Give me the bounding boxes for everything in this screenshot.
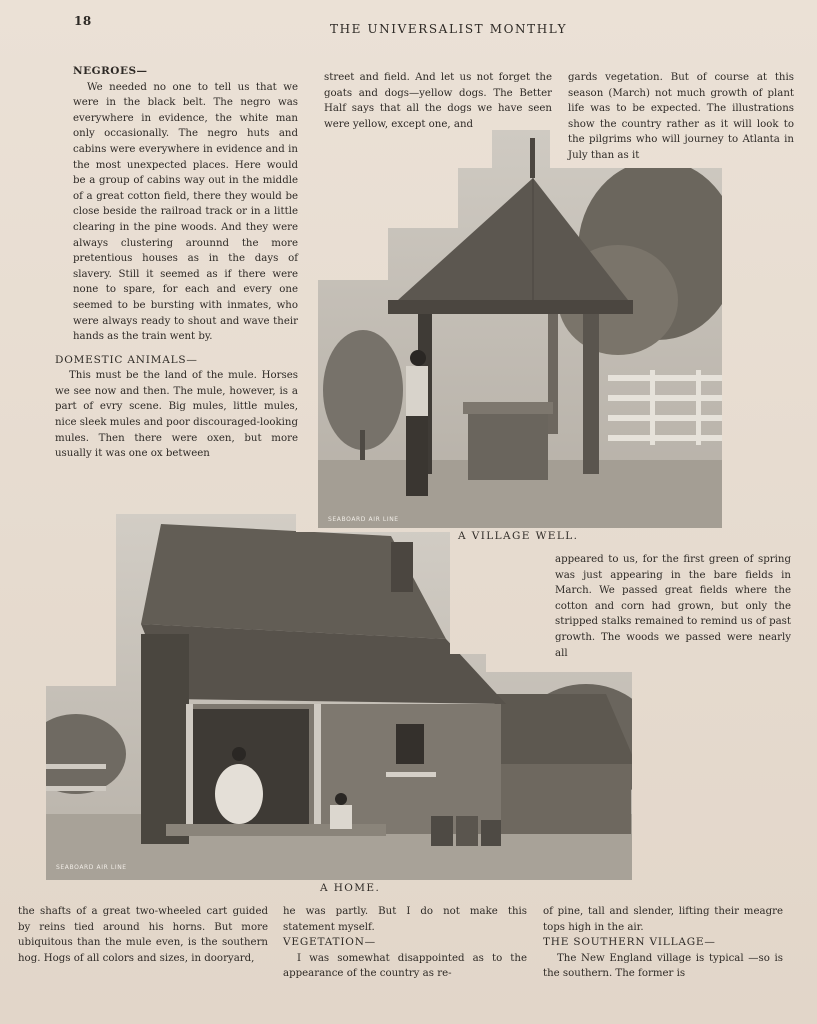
- caption-village-well: A VILLAGE WELL.: [458, 530, 579, 542]
- column-bottom-left: [18, 904, 268, 966]
- home-photo: [46, 514, 632, 880]
- village-well-photo: [318, 130, 722, 528]
- paragraph-vegetation: I was somewhat disappointed as to the appearance of the country as re-: [283, 952, 527, 980]
- heading-domestic-animals: DOMESTIC ANIMALS—: [55, 353, 198, 366]
- paragraph-domestic-animals: This must be the land of the mule. Horses we see now and then. The mule, however, is a part of evry scene. Big mules, little mules, nice sleek mules and poor discouraged-looking mules. Then there were oxen, but more usually it was one ox between: [55, 370, 298, 460]
- caption-a-home: A HOME.: [320, 882, 381, 894]
- column-bottom-right: [543, 904, 783, 982]
- paragraph-bottom-right: of pine, tall and slender, lifting their meagre tops high in the air.: [543, 906, 783, 933]
- heading-negroes: NEGROES—: [73, 65, 148, 77]
- column-bottom-middle: [283, 904, 527, 982]
- page-number: 18: [74, 14, 92, 28]
- running-title: THE UNIVERSALIST MONTHLY: [330, 22, 568, 36]
- paragraph-right-middle: appeared to us, for the first green of spring was just appearing in the bare fields in March. We passed great fields where the cotton and corn had grown, but only the stripped stalks remained to remind us of past growth. The woods we passed were nearly all: [555, 554, 791, 659]
- home-credit: SEABOARD AIR LINE: [56, 864, 127, 871]
- heading-southern-village: THE SOUTHERN VILLAGE—: [543, 936, 716, 949]
- paragraph-bottom-left: the shafts of a great two-wheeled cart guided by reins tied around his horns. But more ubiquitous than the mule even, is the southern hog. Hogs of all colors and sizes, in dooryard,: [18, 906, 268, 964]
- column-left-top: [55, 64, 298, 462]
- paragraph-southern-village: The New England village is typical —so is the southern. The former is: [543, 952, 783, 980]
- paragraph-right-top: gards vegetation. But of course at this season (March) not much growth of plant life was to be expected. The illustrations show the country rather as it will look to the pilgrims who will journey to Atlanta in July than as it: [568, 72, 794, 161]
- heading-vegetation: VEGETATION—: [283, 936, 376, 949]
- paragraph-negroes: We needed no one to tell us that we were in the black belt. The negro was everywhere in evidence, the white man only occasionally. The negro huts and cabins were everywhere in evidence and in the most unexpected places. Here would be a group of cabins way out in the middle of a great cotton field, there they would be close beside the railroad track or in a little clearing in the pine woods. And they were always clustering arounnd the more pretentious houses as in the days of slavery. Still it seemed as if there were none to spare, for each and every one seemed to be bursting with inmates, who were always ready to shout and wave their hands as the train went by.: [73, 81, 298, 343]
- well-credit: SEABOARD AIR LINE: [328, 516, 399, 523]
- column-middle-top: [324, 70, 552, 132]
- paragraph-bottom-middle: he was partly. But I do not make this statement myself.: [283, 906, 527, 933]
- paragraph-mid-top: street and field. And let us not forget the goats and dogs—yellow dogs. The Better Half says that all the dogs we have seen were yellow, except one, and: [324, 72, 552, 130]
